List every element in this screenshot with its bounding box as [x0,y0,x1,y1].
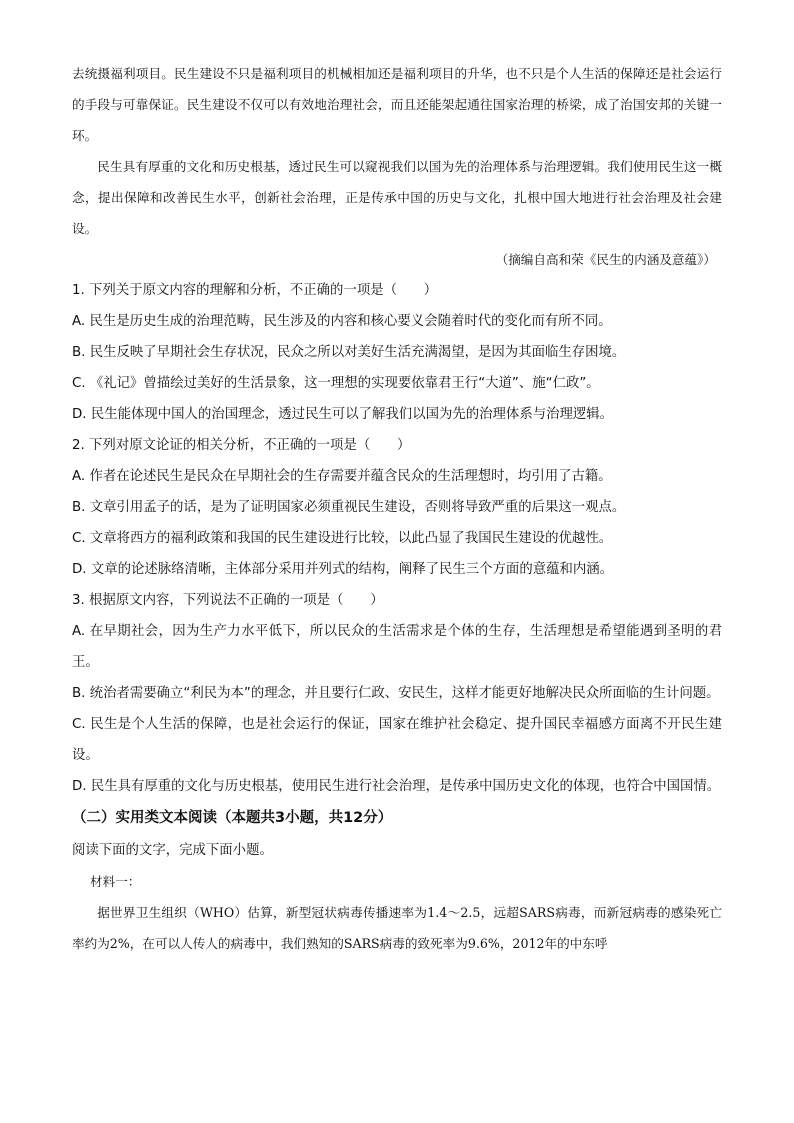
question-1 [72,275,722,430]
passage-paragraph-2: 民生具有厚重的文化和历史根基，透过民生可以窥视我们以国为先的治理体系与治理逻辑。我们使用民生这一概念，提出保障和改善民生水平，创新社会治理，正是传承中国的历史与文化，扎根中国大地进行社会治理及社会建设。 [72,159,722,236]
option-a: A. 在早期社会，因为生产力水平低下，所以民众的生活需求是个体的生存，生活理想是希望能遇到圣明的君王。 [72,624,722,670]
question-3 [72,585,722,802]
option-c: C. 《礼记》曾描绘过美好的生活景象，这一理想的实现要依靠君王行“大道”、施“仁政”。 [72,376,600,391]
option-c: C. 民生是个人生活的保障，也是社会运行的保证，国家在维护社会稳定、提升国民幸福感方面离不开民生建设。 [72,717,722,763]
option-d: D. 民生能体现中国人的治国理念，透过民生可以了解我们以国为先的治理体系与治理逻辑。 [72,407,614,422]
question-2 [72,430,722,585]
document-page [72,58,722,959]
section-instruction: 阅读下面的文字，完成下面小题。 [72,843,273,858]
question-stem: 2. 下列对原文论证的相关分析，不正确的一项是（ ） [72,438,411,453]
option-d: D. 文章的论述脉络清晰，主体部分采用并列式的结构，阐释了民生三个方面的意蕴和内涵。 [72,562,614,577]
option-b: B. 民生反映了早期社会生存状况，民众之所以对美好生活充满渴望，是因为其面临生存困境。 [72,345,626,360]
option-a: A. 民生是历史生成的治理范畴，民生涉及的内容和核心要义会随着时代的变化而有所不同。 [72,314,612,329]
option-b: B. 统治者需要确立“利民为本”的理念，并且要行仁政、安民生，这样才能更好地解决民众所面临的生计问题。 [72,686,720,701]
option-a: A. 作者在论述民生是民众在早期社会的生存需要并蕴含民众的生活理想时，均引用了古籍。 [72,469,612,484]
option-b: B. 文章引用孟子的话，是为了证明国家必须重视民生建设，否则将导致严重的后果这一观点。 [72,500,626,515]
passage-paragraph-1: 去统摄福利项目。民生建设不只是福利项目的机械相加还是福利项目的升华，也不只是个人生活的保障还是社会运行的手段与可靠保证。民生建设不仅可以有效地治理社会，而且还能架起通往国家治理的桥梁，成了治国安邦的关键一环。 [72,66,722,143]
question-stem: 1. 下列关于原文内容的理解和分析，不正确的一项是（ ） [72,283,438,298]
option-c: C. 文章将西方的福利政策和我国的民生建设进行比较，以此凸显了我国民生建设的优越性。 [72,531,613,546]
section-heading: （二）实用类文本阅读（本题共3小题，共12分） [72,810,393,826]
option-d: D. 民生具有厚重的文化与历史根基，使用民生进行社会治理，是传承中国历史文化的体现，也符合中国国情。 [72,779,721,794]
material-paragraph: 据世界卫生组织（WHO）估算，新型冠状病毒传播速率为1.4～2.5，远超SARS病毒，而新冠病毒的感染死亡率约为2%，在可以人传人的病毒中，我们熟知的SARS病毒的致死率为9.6%，2012年的中东呼 [72,905,722,951]
passage-source: （摘编自高和荣《民生的内涵及意蕴》） [495,252,716,267]
material-label: 材料一： [90,874,141,889]
question-stem: 3. 根据原文内容，下列说法不正确的一项是（ ） [72,593,384,608]
